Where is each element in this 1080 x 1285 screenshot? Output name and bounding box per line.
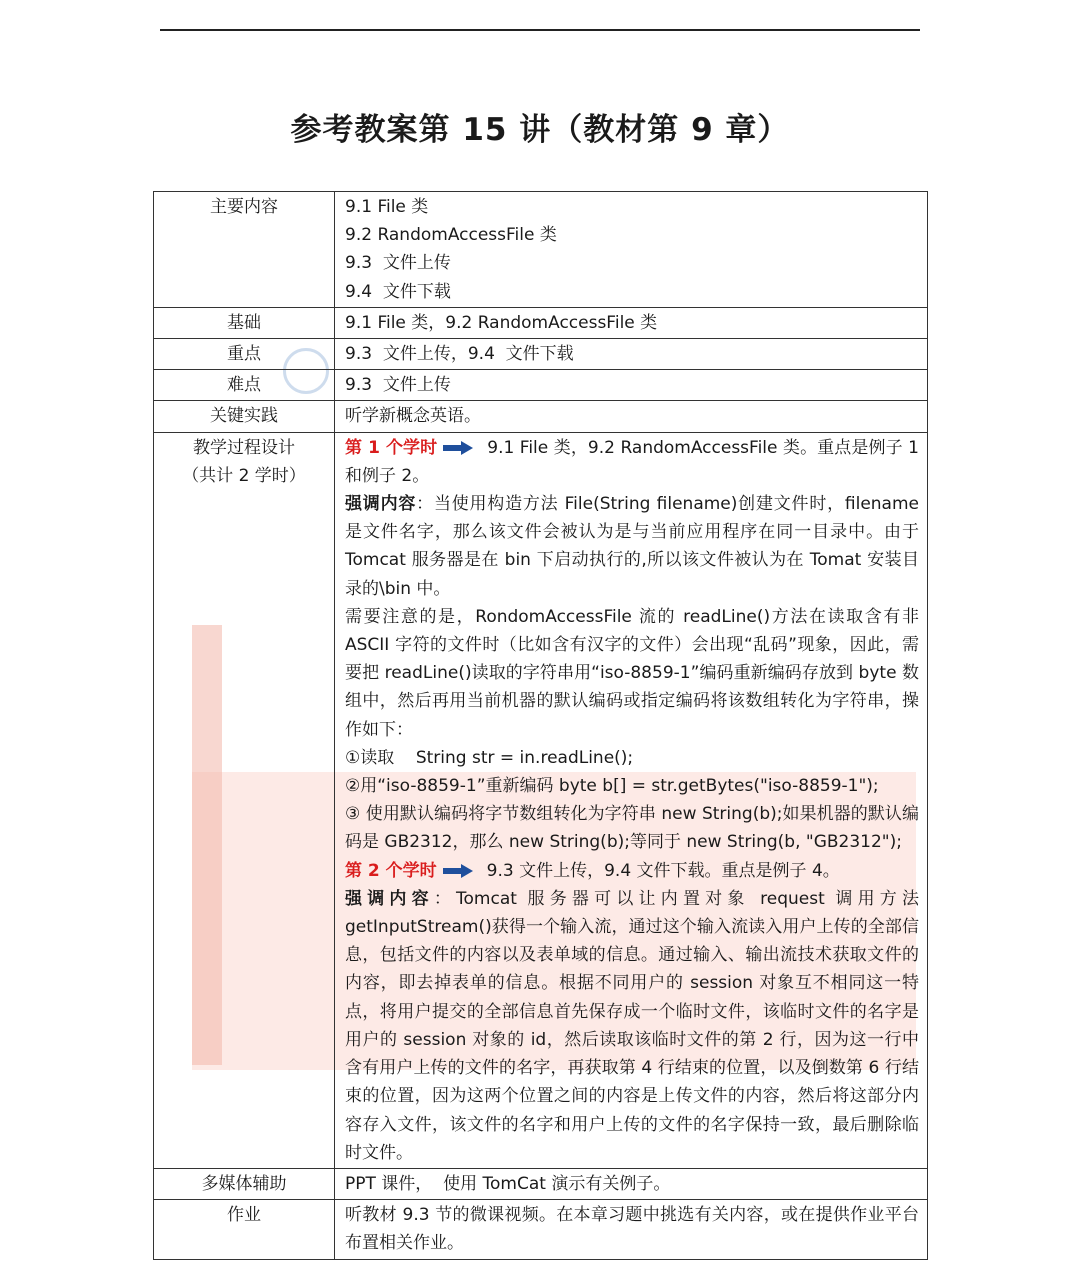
note-paragraph: 需要注意的是，RondomAccessFile 流的 readLine()方法在读取含有非 ASCII 字符的文件时（比如含有汉字的文件）会出现“乱码”现象，因此，需要把 readLine()读取的字符串用“iso-8859-1”编码重新编码存放到 byte 数组中，然后再用当前机器的默认编码或指定编码将该数组转化为字符串，操作如下：	[345, 606, 919, 740]
row-label-homework: 作业	[154, 1200, 335, 1259]
row-content-difficult: 9.3 文件上传	[335, 370, 928, 401]
hour-1-topics: 9.1 File 类，9.2 RandomAccessFile 类。重点是例子 1 和例子 2。	[345, 437, 919, 486]
list-item: 9.2 RandomAccessFile 类	[345, 225, 557, 246]
list-item: 9.4 文件下载	[345, 281, 451, 302]
hour-1-paragraph	[345, 434, 919, 490]
emphasis-1-paragraph	[345, 490, 919, 603]
row-content-homework: 听教材 9.3 节的微课视频。在本章习题中挑选有关内容，或在提供作业平台布置相关作业。	[335, 1200, 928, 1259]
row-content-practice: 听学新概念英语。	[335, 401, 928, 432]
row-label-main: 主要内容	[154, 192, 335, 308]
row-label-media: 多媒体辅助	[154, 1168, 335, 1199]
hour-2-heading: 第 2 个学时	[345, 860, 437, 881]
row-content-key: 9.3 文件上传，9.4 文件下载	[335, 339, 928, 370]
table-row	[154, 307, 928, 338]
row-label-key: 重点	[154, 339, 335, 370]
header-rule	[160, 29, 920, 31]
row-content-process	[335, 432, 928, 1168]
page-title: 参考教案第 15 讲（教材第 9 章）	[290, 112, 790, 148]
row-content-media: PPT 课件， 使用 TomCat 演示有关例子。	[335, 1168, 928, 1199]
emphasis-1-label: 强调内容	[345, 494, 417, 515]
emphasis-1-text: ：当使用构造方法 File(String filename)创建文件时，filename 是文件名字，那么该文件会被认为是与当前应用程序在同一目录中。由于 Tomcat 服务器是在 bin 下启动执行的,所以该文件被认为在 Tomat 安装目录的\bin 中。	[345, 494, 919, 599]
table-row	[154, 370, 928, 401]
step-3: ③ 使用默认编码将字节数组转化为字符串 new String(b);如果机器的默认编码是 GB2312，那么 new String(b);等同于 new String(b, "GB2312");	[345, 804, 919, 853]
process-label-main: 教学过程设计	[193, 437, 295, 458]
table-row	[154, 192, 928, 308]
arrow-right-icon	[443, 864, 473, 878]
list-item: 9.1 File 类	[345, 197, 429, 217]
step-1: ①读取 String str = in.readLine();	[345, 747, 634, 768]
step-2: ②用“iso-8859-1”重新编码 byte b[] = str.getBytes("iso-8859-1");	[345, 776, 879, 797]
hour-2-topics: 9.3 文件上传，9.4 文件下载。重点是例子 4。	[486, 860, 840, 881]
emphasis-2-text: ：Tomcat 服务器可以让内置对象 request 调用方法 getInputStream()获得一个输入流，通过这个输入流读入用户上传的全部信息，包括文件的内容以及表单域的信息。通过输入、输出流技术获取文件的内容，即去掉表单的信息。根据不同用户的 session 对象互不相同这一特点，将用户提交的全部信息首先保存成一个临时文件，该临时文件的名字是用户的 session 对象的 id，然后读取该临时文件的第 2 行，因为这一行中含有用户上传的文件的名字，再获取第 4 行结束的位置，以及倒数第 6 行结束的位置，因为这两个位置之间的内容是上传文件的内容，然后将这部分内容存入文件，该文件的名字和用户上传的文件的名字保持一致，最后删除临时文件。	[345, 888, 920, 1163]
hour-2-paragraph	[345, 857, 919, 885]
arrow-right-icon	[443, 441, 473, 455]
table-row	[154, 432, 928, 1168]
row-label-process	[154, 432, 335, 1168]
process-label-hours: （共计 2 学时）	[182, 465, 306, 486]
hour-1-heading: 第 1 个学时	[345, 437, 438, 458]
lesson-plan-table	[153, 191, 928, 1260]
row-label-practice: 关键实践	[154, 401, 335, 432]
row-label-basis: 基础	[154, 307, 335, 338]
row-content-basis: 9.1 File 类，9.2 RandomAccessFile 类	[335, 307, 928, 338]
emphasis-2-label: 强调内容	[345, 888, 434, 909]
list-item: 9.3 文件上传	[345, 253, 451, 274]
table-row	[154, 401, 928, 432]
table-row	[154, 1200, 928, 1259]
table-row	[154, 339, 928, 370]
row-content-main	[335, 192, 928, 308]
row-label-difficult: 难点	[154, 370, 335, 401]
emphasis-2-paragraph	[345, 885, 919, 1167]
table-row	[154, 1168, 928, 1199]
